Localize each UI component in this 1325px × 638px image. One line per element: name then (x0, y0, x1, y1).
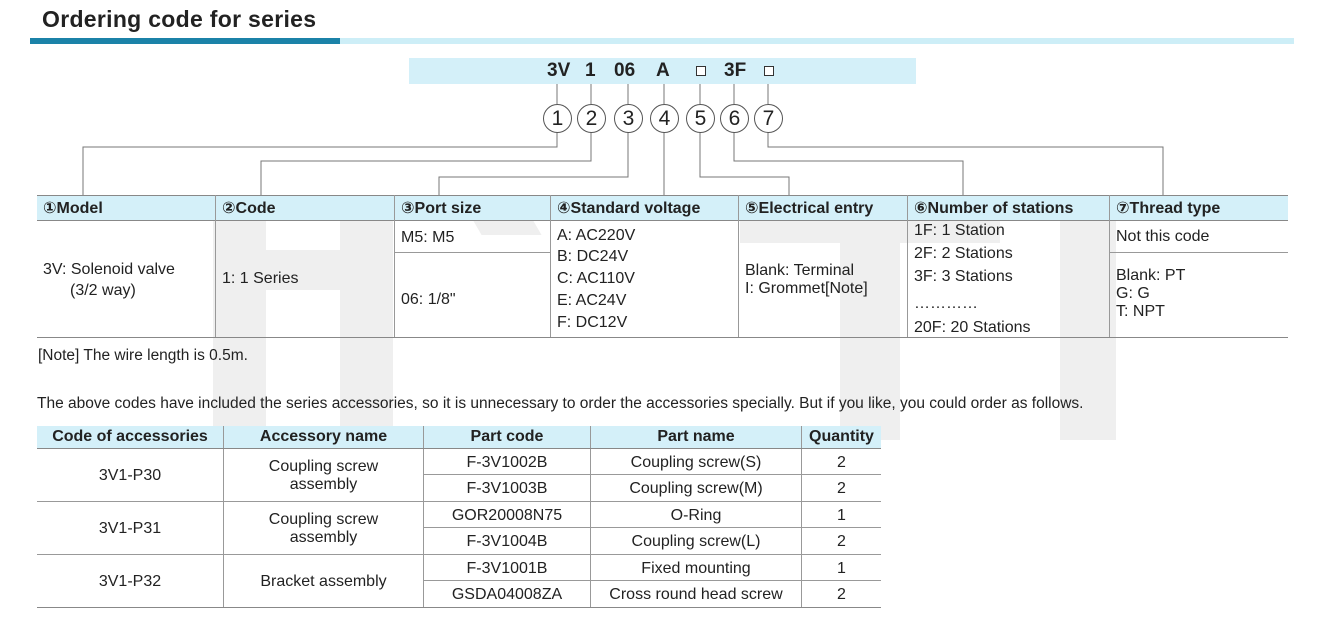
code-segment-code: 1 (585, 60, 596, 81)
voltage-e: E: AC24V (557, 292, 627, 309)
acc-quantity: 2 (837, 533, 846, 550)
code-placeholder-box (764, 66, 774, 76)
acc-part-code: F-3V1004B (466, 533, 548, 550)
header-number-of-stations: ⑥Number of stations (914, 200, 1074, 217)
code-placeholder-box (696, 66, 706, 76)
acc-code-p32: 3V1-P32 (98, 573, 162, 590)
acc-part-name: Coupling screw(L) (631, 533, 761, 550)
acc-quantity: 2 (837, 454, 846, 471)
model-line-1: 3V: Solenoid valve (43, 261, 175, 278)
table-divider (550, 195, 551, 338)
acc-divider (37, 554, 881, 555)
code-segment-stations: 3F (724, 60, 747, 81)
acc-part-code: F-3V1002B (466, 454, 548, 471)
acc-quantity: 2 (837, 586, 846, 603)
acc-code-p31: 3V1-P31 (98, 520, 162, 537)
acc-part-code: F-3V1001B (466, 560, 548, 577)
marker-3: 3 (614, 104, 643, 133)
table-divider (394, 195, 395, 338)
acc-header-quantity: Quantity (809, 428, 874, 445)
acc-name-line-2: assembly (289, 529, 358, 546)
table-divider (215, 195, 216, 338)
acc-part-name: Fixed mounting (641, 560, 751, 577)
acc-code-p30: 3V1-P30 (98, 467, 162, 484)
code-value: 1: 1 Series (222, 270, 299, 287)
acc-quantity: 1 (837, 507, 846, 524)
voltage-c: C: AC110V (557, 270, 635, 287)
acc-divider (423, 474, 881, 475)
port-size-06: 06: 1/8" (401, 291, 456, 308)
thread-g: G: G (1116, 285, 1150, 302)
header-port-size: ③Port size (401, 200, 482, 217)
header-code: ②Code (222, 200, 276, 217)
header-electrical-entry: ⑤Electrical entry (745, 200, 874, 217)
acc-header-name: Accessory name (259, 428, 388, 445)
model-line-2: (3/2 way) (70, 282, 136, 299)
marker-1: 1 (543, 104, 572, 133)
marker-7: 7 (754, 104, 783, 133)
acc-quantity: 2 (837, 480, 846, 497)
code-segment-voltage: A (656, 60, 670, 81)
page-title: Ordering code for series (42, 6, 317, 32)
wire-length-note: [Note] The wire length is 0.5m. (38, 347, 248, 364)
acc-header-code: Code of accessories (52, 428, 208, 445)
voltage-b: B: DC24V (557, 248, 629, 265)
marker-2: 2 (577, 104, 606, 133)
thread-not-this-code: Not this code (1116, 228, 1210, 245)
table-divider (738, 195, 739, 338)
marker-4: 4 (650, 104, 679, 133)
stations-1f: 1F: 1 Station (914, 222, 1005, 239)
acc-divider (423, 580, 881, 581)
table-bottom-border (37, 337, 1288, 338)
voltage-a: A: AC220V (557, 227, 636, 244)
acc-part-name: O-Ring (670, 507, 722, 524)
table-divider (1109, 195, 1110, 338)
acc-part-name: Coupling screw(M) (629, 480, 763, 497)
marker-5: 5 (686, 104, 715, 133)
acc-divider (423, 527, 881, 528)
stations-ellipsis: ………… (914, 295, 978, 312)
acc-header-part-name: Part name (657, 428, 735, 445)
acc-part-code: GOR20008N75 (451, 507, 563, 524)
acc-name-line-2: assembly (289, 476, 358, 493)
acc-quantity: 1 (837, 560, 846, 577)
voltage-f: F: DC12V (557, 314, 628, 331)
code-segment-model: 3V (547, 60, 571, 81)
thread-blank-pt: Blank: PT (1116, 267, 1186, 284)
table-divider (1109, 252, 1288, 253)
table-divider (394, 252, 550, 253)
acc-name-line-1: Coupling screw (268, 458, 379, 475)
electrical-entry-terminal: Blank: Terminal (745, 262, 855, 279)
acc-part-code: GSDA04008ZA (451, 586, 563, 603)
acc-divider (37, 607, 881, 608)
acc-part-name: Coupling screw(S) (630, 454, 762, 471)
table-divider (907, 195, 908, 338)
code-segment-port: 06 (614, 60, 636, 81)
electrical-entry-grommet: I: Grommet[Note] (745, 280, 868, 297)
stations-20f: 20F: 20 Stations (914, 319, 1031, 336)
acc-divider (37, 448, 881, 449)
stations-2f: 2F: 2 Stations (914, 245, 1013, 262)
acc-part-code: F-3V1003B (466, 480, 548, 497)
header-thread-type: ⑦Thread type (1116, 200, 1221, 217)
acc-name-line-1: Coupling screw (268, 511, 379, 528)
header-standard-voltage: ④Standard voltage (557, 200, 701, 217)
accessories-paragraph: The above codes have included the series accessories, so it is unnecessary to order the accessories specially. But if you like, you could order as follows. (37, 395, 1084, 412)
acc-part-name: Cross round head screw (609, 586, 783, 603)
acc-header-part-code: Part code (470, 428, 544, 445)
stations-3f: 3F: 3 Stations (914, 268, 1013, 285)
header-model: ①Model (43, 200, 103, 217)
port-size-m5: M5: M5 (401, 229, 455, 246)
acc-divider (37, 501, 881, 502)
thread-npt: T: NPT (1116, 303, 1165, 320)
marker-6: 6 (720, 104, 749, 133)
acc-name-line-1: Bracket assembly (260, 573, 387, 590)
